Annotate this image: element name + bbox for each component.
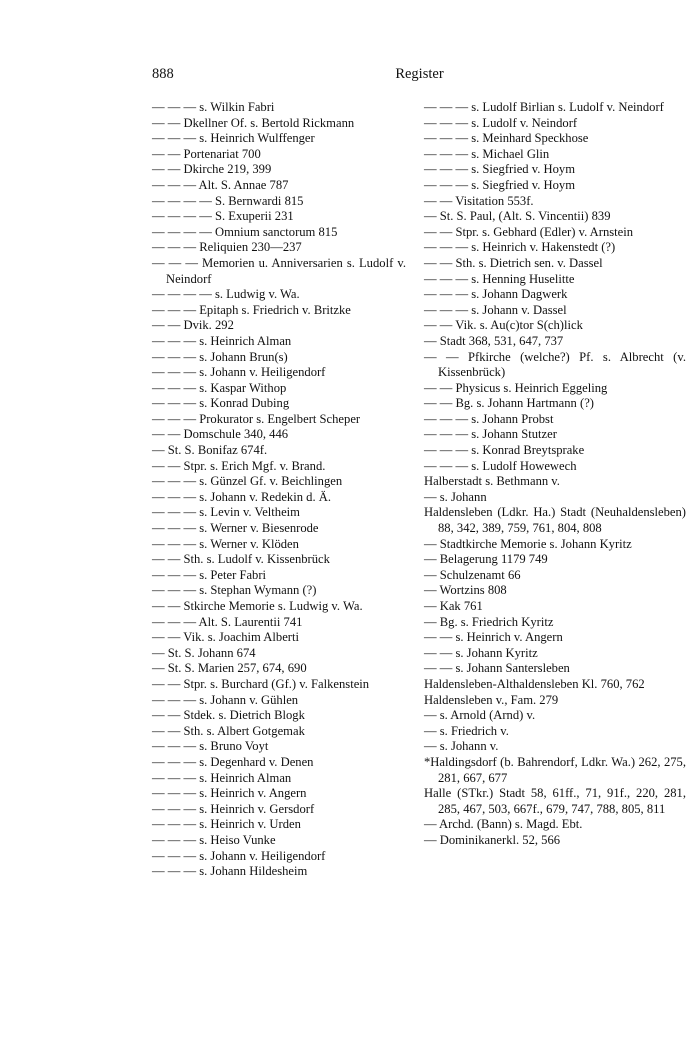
register-entry: — — — s. Heinrich Wulffenger (152, 131, 315, 146)
register-entry: — — — — S. Exuperii 231 (152, 209, 294, 224)
register-entry: — — — s. Johann v. Dassel (424, 302, 567, 317)
register-entry: — — — s. Johann Probst (424, 411, 554, 426)
register-entry: — — — s. Konrad Breytsprake (424, 443, 585, 458)
register-entry: — — — — Omnium sanctorum 815 (152, 224, 338, 239)
register-entry: — — Vik. s. Joachim Alberti (152, 630, 299, 645)
register-entry: — — Stpr. s. Gebhard (Edler) v. Arnstein (424, 224, 634, 239)
register-entry: — — — s. Kaspar Withop (152, 380, 287, 395)
register-entry: — Bg. s. Friedrich Kyritz (424, 614, 554, 629)
register-entry: — — Stdek. s. Dietrich Blogk (152, 708, 305, 723)
register-entry: — — — s. Johann Hildesheim (152, 864, 308, 879)
register-entry: — s. Johann v. (424, 739, 499, 754)
page-title: Register (395, 66, 444, 82)
page-header (152, 66, 687, 86)
register-entry: — — s. Johann Kyritz (424, 645, 538, 660)
register-entry: — Archd. (Bann) s. Magd. Ebt. (424, 817, 583, 832)
register-entry: Haldensleben v., Fam. 279 (424, 692, 559, 707)
register-entry: — — Portenariat 700 (152, 146, 261, 161)
register-entry: — — — s. Henning Huselitte (424, 271, 575, 286)
left-column (152, 100, 406, 880)
register-entry: — — — Reliquien 230—237 (152, 240, 302, 255)
register-entry: — — — s. Werner v. Klöden (152, 536, 299, 551)
register-entry: — — — s. Johann Dagwerk (424, 287, 568, 302)
register-entry: Halberstadt s. Bethmann v. (424, 474, 560, 489)
register-entry: — — — s. Ludolf Howewech (424, 458, 577, 473)
register-entry: — — — s. Siegfried v. Hoym (424, 162, 575, 177)
register-entry: Haldensleben (Ldkr. Ha.) Stadt (Neuhaldensleben) 88, 342, 389, 759, 761, 804, 808 (424, 505, 686, 536)
register-entry: — — — s. Stephan Wymann (?) (152, 583, 317, 598)
register-entry: — — — s. Ludolf v. Neindorf (424, 115, 578, 130)
register-entry: — — — Alt. S. Laurentii 741 (152, 614, 303, 629)
register-entry: — — — s. Wilkin Fabri (152, 100, 275, 114)
register-entry: — — Domschule 340, 446 (152, 427, 289, 442)
register-entry: — — Physicus s. Heinrich Eggeling (424, 380, 608, 395)
register-entry: — — — s. Peter Fabri (152, 567, 267, 582)
register-entry: — — — s. Heinrich v. Hakenstedt (?) (424, 240, 616, 255)
register-entry: — — Sth. s. Dietrich sen. v. Dassel (424, 255, 603, 270)
register-entry: — — Stpr. s. Burchard (Gf.) v. Falkenstein (152, 676, 370, 691)
register-entry: — St. S. Bonifaz 674f. (152, 443, 268, 458)
page-number: 888 (152, 66, 174, 82)
register-entry: — — s. Heinrich v. Angern (424, 630, 563, 645)
register-entry: — s. Friedrich v. (424, 723, 509, 738)
register-entry: — — Pfkirche (welche?) Pf. s. Albrecht (v. Kissenbrück) (424, 349, 686, 380)
register-entry: — St. S. Paul, (Alt. S. Vincentii) 839 (424, 209, 611, 224)
register-entry: — — — — S. Bernwardi 815 (152, 193, 304, 208)
register-entry: — — — s. Johann Brun(s) (152, 349, 288, 364)
register-entry: — — Vik. s. Au(c)tor S(ch)lick (424, 318, 583, 333)
register-entry: — — — s. Levin v. Veltheim (152, 505, 300, 520)
register-entry: — — — s. Konrad Dubing (152, 396, 290, 411)
register-entry: — — — Epitaph s. Friedrich v. Britzke (152, 302, 351, 317)
register-entry: — — Bg. s. Johann Hartmann (?) (424, 396, 594, 411)
register-entry: — — — s. Werner v. Biesenrode (152, 521, 319, 536)
register-entry: — — s. Johann Santersleben (424, 661, 570, 676)
register-entry: — — — s. Degenhard v. Denen (152, 754, 314, 769)
register-entry: — — Stpr. s. Erich Mgf. v. Brand. (152, 458, 326, 473)
register-entry: — — — s. Michael Glin (424, 146, 550, 161)
register-entry: — Stadtkirche Memorie s. Johann Kyritz (424, 536, 632, 551)
register-entry: — — — s. Siegfried v. Hoym (424, 177, 575, 192)
register-entry: — Schulzenamt 66 (424, 567, 521, 582)
register-entry: — — Dvik. 292 (152, 318, 234, 333)
register-entry: — — — s. Günzel Gf. v. Beichlingen (152, 474, 343, 489)
register-entry: — Stadt 368, 531, 647, 737 (424, 333, 564, 348)
register-entry: — — — — s. Ludwig v. Wa. (152, 287, 300, 302)
register-entry: — St. S. Marien 257, 674, 690 (152, 661, 307, 676)
register-entry: — — — s. Heinrich v. Urden (152, 817, 301, 832)
register-entry: — — — Prokurator s. Engelbert Scheper (152, 411, 361, 426)
register-entry: — — — s. Johann v. Heiligendorf (152, 848, 326, 863)
right-column (424, 100, 686, 849)
register-entry: — s. Arnold (Arnd) v. (424, 708, 536, 723)
register-entry: — — — s. Johann v. Heiligendorf (152, 365, 326, 380)
register-entry: — — — Memorien u. Anniversarien s. Ludolf v. Neindorf (152, 255, 406, 286)
register-entry: — — — s. Heinrich Alman (152, 770, 292, 785)
register-entry: — — — s. Heiso Vunke (152, 832, 276, 847)
register-entry: — — — s. Bruno Voyt (152, 739, 269, 754)
register-entry: — St. S. Johann 674 (152, 645, 256, 660)
register-entry: Halle (STkr.) Stadt 58, 61ff., 71, 91f., 220, 281, 285, 467, 503, 667f., 679, 747, 788, 805, 811 (424, 786, 686, 816)
register-entry: — — Sth. s. Albert Gotgemak (152, 723, 305, 738)
register-entry: — — Dkellner Of. s. Bertold Rickmann (152, 115, 355, 130)
register-entry: — Wortzins 808 (424, 583, 507, 598)
register-entry: — — — Alt. S. Annae 787 (152, 177, 289, 192)
register-entry: — — Visitation 553f. (424, 193, 534, 208)
register-entry: — — — s. Johann Stutzer (424, 427, 557, 442)
register-entry: — — — s. Heinrich v. Gersdorf (152, 801, 315, 816)
register-entry: — — — s. Meinhard Speckhose (424, 131, 589, 146)
register-entry: Haldensleben-Althaldensleben Kl. 760, 762 (424, 676, 645, 691)
register-entry: — Dominikanerkl. 52, 566 (424, 832, 561, 847)
register-entry: — — Sth. s. Ludolf v. Kissenbrück (152, 552, 330, 567)
register-entry: *Haldingsdorf (b. Bahrendorf, Ldkr. Wa.) 262, 275, 281, 667, 677 (424, 754, 686, 785)
register-entry: — — — s. Heinrich Alman (152, 333, 292, 348)
register-entry: — — — s. Heinrich v. Angern (152, 786, 307, 801)
register-entry: — Kak 761 (424, 599, 483, 613)
register-entry: — — — s. Johann v. Gühlen (152, 692, 299, 707)
register-entry: — — Dkirche 219, 399 (152, 162, 272, 177)
register-entry: — s. Johann (424, 489, 487, 504)
register-entry: — Belagerung 1179 749 (424, 552, 548, 567)
register-entry: — — — s. Johann v. Redekin d. Ä. (152, 489, 331, 504)
register-entry: — — — s. Ludolf Birlian s. Ludolf v. Neindorf (424, 100, 664, 114)
register-entry: — — Stkirche Memorie s. Ludwig v. Wa. (152, 599, 363, 613)
